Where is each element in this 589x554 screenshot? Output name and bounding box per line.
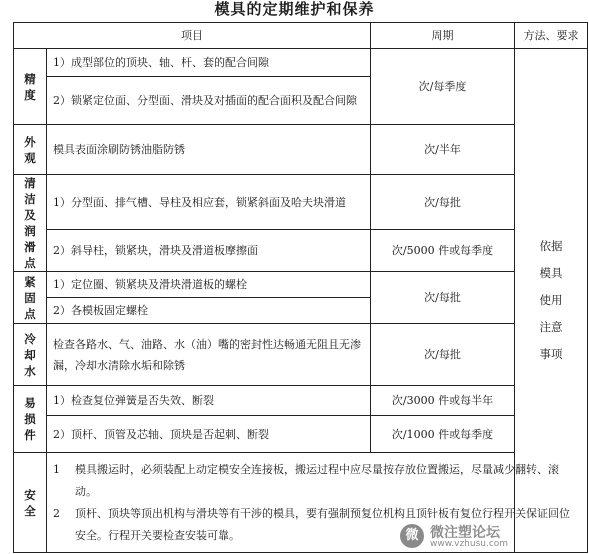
header-period: 周期	[371, 23, 515, 49]
watermark-name: 微注塑论坛	[430, 525, 500, 541]
category-precision: 精度	[14, 49, 47, 125]
table-row	[14, 416, 588, 453]
period-cell: 次/每批	[371, 324, 515, 386]
item-cell: 2）各模板固定螺栓	[47, 298, 371, 324]
safety-note: 2 顶杆、顶块等顶出机构与滑块等有干涉的模具，要有强制预复位机构且顶针板有复位行程开关保证回位安全。行程开关要检查安装可靠。	[53, 506, 570, 542]
item-cell: 2）斜导柱，锁紧块，滑块及滑道板摩擦面	[47, 230, 371, 272]
watermark-logo: 微	[400, 524, 424, 548]
item-cell: 2）顶杆、顶管及芯轴、顶块是否起刺、断裂	[47, 416, 371, 453]
period-cell: 次/每批	[371, 175, 515, 230]
item-cell: 1）定位圈、锁紧块及滑块滑道板的螺栓	[47, 272, 371, 298]
period-cell: 次/3000 件或每半年	[371, 386, 515, 416]
table-row	[14, 175, 588, 230]
category-fastening: 紧固点	[14, 272, 47, 324]
table-row	[14, 386, 588, 416]
category-appearance: 外观	[14, 125, 47, 175]
watermark	[400, 522, 585, 552]
period-cell: 次/1000 件或每季度	[371, 416, 515, 453]
item-cell: 1）成型部位的顶块、轴、杆、套的配合间隙	[47, 49, 371, 77]
item-cell: 模具表面涂刷防锈油脂防锈	[47, 125, 371, 175]
period-cell: 次/半年	[371, 125, 515, 175]
period-cell: 次/每批	[371, 272, 515, 324]
category-cooling: 冷却水	[14, 324, 47, 386]
category-cleaning: 清洁及润滑点	[14, 175, 47, 272]
method-cell: 依据模具使用注意事项	[515, 49, 588, 553]
category-safety: 安全	[14, 453, 47, 553]
item-cell: 1）检查复位弹簧是否失效、断裂	[47, 386, 371, 416]
safety-note: 1 模具搬运时，必须装配上动定模安全连接板，搬运过程中应尽量按存放位置搬运，尽量减少翻转、滚动。	[53, 462, 559, 498]
category-wear: 易损件	[14, 386, 47, 453]
table-row	[14, 125, 588, 175]
table-row	[14, 272, 588, 298]
table-row	[14, 324, 588, 386]
item-cell: 检查各路水、气、油路、水（油）嘴的密封性达畅通无阻且无渗漏，冷却水清除水垢和除锈	[47, 324, 371, 386]
table-row	[14, 49, 588, 77]
period-cell: 次/5000 件或每季度	[371, 230, 515, 272]
header-method: 方法、要求	[515, 23, 588, 49]
table-row	[14, 230, 588, 272]
period-cell: 次/每季度	[371, 49, 515, 125]
watermark-url: www.vzhusu.com	[430, 539, 509, 549]
header-row	[14, 23, 588, 49]
item-cell: 1）分型面、排气槽、导柱及相应套，锁紧斜面及哈夫块滑道	[47, 175, 371, 230]
document-title: 模具的定期维护和保养	[214, 0, 375, 18]
maintenance-table	[13, 22, 588, 553]
header-item: 项目	[14, 23, 371, 49]
item-cell: 2）锁紧定位面、分型面、滑块及对插面的配合面积及配合间隙	[47, 77, 371, 125]
